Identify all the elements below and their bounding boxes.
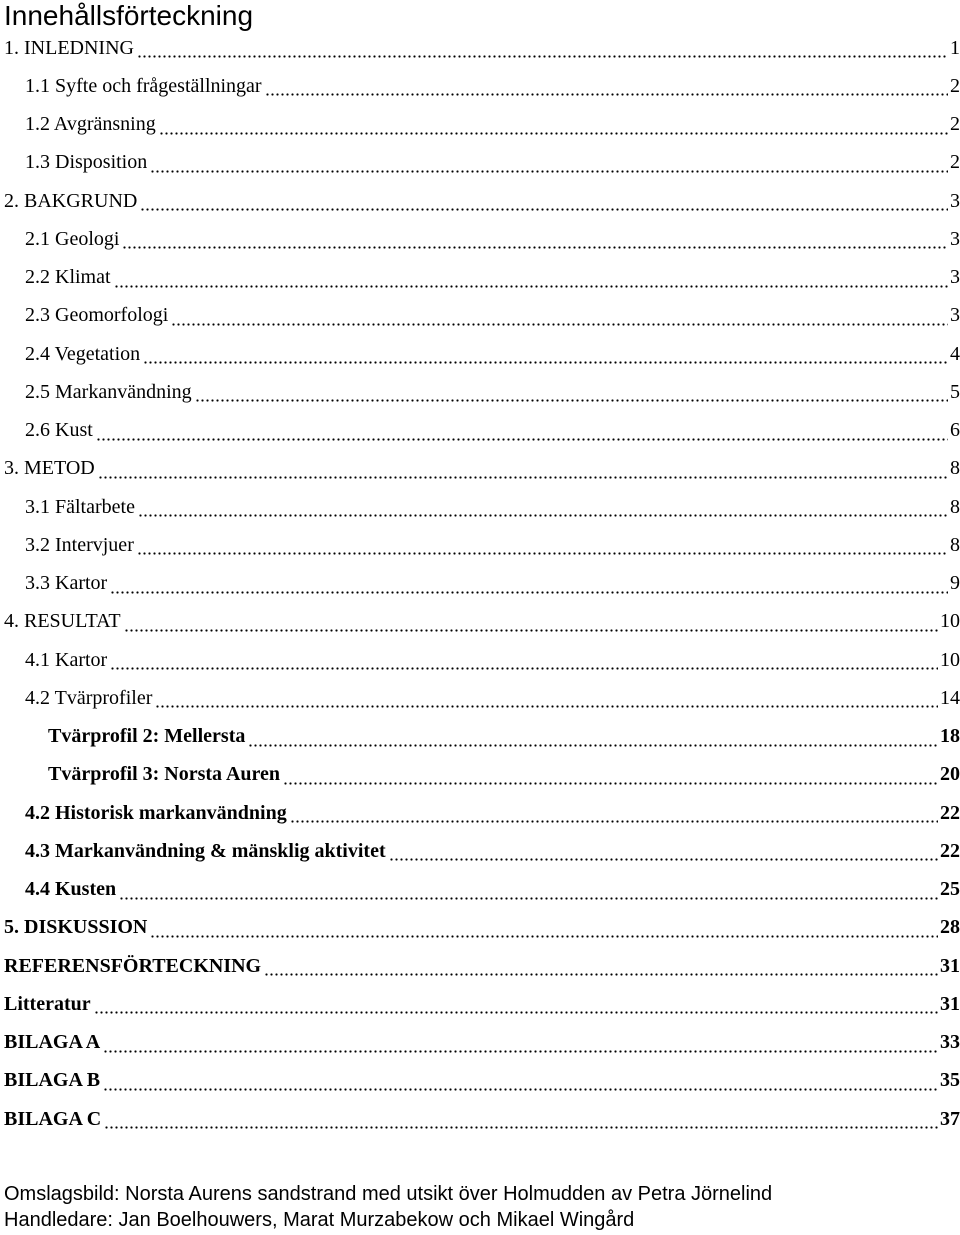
dot-leader xyxy=(104,1108,938,1130)
toc-entry-page-number: 2 xyxy=(950,151,960,174)
toc-entry-page-number: 14 xyxy=(940,686,960,709)
dot-leader xyxy=(124,611,938,633)
dot-leader xyxy=(150,917,938,939)
toc-entry[interactable] xyxy=(0,488,960,526)
toc-entry[interactable] xyxy=(0,67,960,105)
toc-entry-label: Litteratur xyxy=(4,992,91,1015)
toc-entry-label: 2.4 Vegetation xyxy=(25,342,141,365)
toc-entry-page-number: 37 xyxy=(940,1107,960,1130)
dot-leader xyxy=(140,190,948,212)
toc-entry[interactable] xyxy=(0,603,960,641)
toc-entry-label: 2.3 Geomorfologi xyxy=(25,304,169,327)
toc-entry-label: 3.1 Fältarbete xyxy=(25,495,135,518)
toc-entry-page-number: 3 xyxy=(950,304,960,327)
toc-entry-label: 3. METOD xyxy=(4,457,95,480)
toc-entry[interactable] xyxy=(0,144,960,182)
toc-entry-label: Tvärprofil 2: Mellersta xyxy=(48,725,246,748)
toc-entry-page-number: 31 xyxy=(940,992,960,1015)
dot-leader xyxy=(248,726,938,748)
dot-leader xyxy=(290,802,938,824)
toc-entry-page-number: 18 xyxy=(940,725,960,748)
toc-entry[interactable] xyxy=(0,985,960,1023)
toc-entry-label: 4.2 Tvärprofiler xyxy=(25,686,153,709)
toc-entry-page-number: 3 xyxy=(950,227,960,250)
dot-leader xyxy=(110,649,938,671)
toc-entry-label: 4. RESULTAT xyxy=(4,610,121,633)
toc-entry-page-number: 31 xyxy=(940,954,960,977)
toc-entry[interactable] xyxy=(0,335,960,373)
dot-leader xyxy=(150,152,948,174)
toc-entry-label: 4.3 Markanvändning & mänsklig aktivitet xyxy=(25,839,386,862)
toc-entry-page-number: 1 xyxy=(950,36,960,59)
dot-leader xyxy=(195,381,948,403)
toc-entry-page-number: 3 xyxy=(950,189,960,212)
toc-entry-page-number: 8 xyxy=(950,495,960,518)
toc-entry[interactable] xyxy=(0,412,960,450)
dot-leader xyxy=(159,114,948,136)
toc-entry-page-number: 6 xyxy=(950,419,960,442)
toc-entry[interactable] xyxy=(0,794,960,832)
dot-leader xyxy=(137,37,948,59)
page-title: Innehållsförteckning xyxy=(4,0,254,31)
toc-entry[interactable] xyxy=(0,1100,960,1138)
toc-entry[interactable] xyxy=(0,182,960,220)
toc-entry-page-number: 8 xyxy=(950,457,960,480)
toc-entry[interactable] xyxy=(0,909,960,947)
toc-entry[interactable] xyxy=(0,29,960,67)
toc-entry-page-number: 2 xyxy=(950,74,960,97)
cover-photo-credit: Omslagsbild: Norsta Aurens sandstrand med utsikt över Holmudden av Petra Jörnelind xyxy=(4,1183,773,1205)
toc-entry-page-number: 22 xyxy=(940,839,960,862)
toc-entry-label: 2.2 Klimat xyxy=(25,266,111,289)
toc-entry-page-number: 33 xyxy=(940,1031,960,1054)
toc-entry-label: 1.1 Syfte och frågeställningar xyxy=(25,74,262,97)
toc-entry[interactable] xyxy=(0,450,960,488)
dot-leader xyxy=(98,458,948,480)
toc-entry[interactable] xyxy=(0,718,960,756)
dot-leader xyxy=(103,1032,938,1054)
supervisors-line: Handledare: Jan Boelhouwers, Marat Murzabekow och Mikael Wingård xyxy=(4,1209,635,1231)
toc-entry-label: 1.2 Avgränsning xyxy=(25,113,156,136)
toc-entry[interactable] xyxy=(0,832,960,870)
toc-entry-page-number: 28 xyxy=(940,916,960,939)
toc-entry-label: 2. BAKGRUND xyxy=(4,189,138,212)
toc-entry-label: Tvärprofil 3: Norsta Auren xyxy=(48,763,281,786)
dot-leader xyxy=(265,75,948,97)
toc-entry-page-number: 10 xyxy=(940,610,960,633)
dot-leader xyxy=(283,764,938,786)
toc-entry-label: 4.2 Historisk markanvändning xyxy=(25,801,287,824)
dot-leader xyxy=(110,573,948,595)
toc-entry-label: BILAGA A xyxy=(4,1031,101,1054)
toc-entry-label: 3.2 Intervjuer xyxy=(25,533,134,556)
toc-entry-label: 2.6 Kust xyxy=(25,419,93,442)
toc-entry[interactable] xyxy=(0,526,960,564)
toc-entry-page-number: 9 xyxy=(950,572,960,595)
toc-entry-page-number: 8 xyxy=(950,533,960,556)
dot-leader xyxy=(171,305,948,327)
toc-entry-label: REFERENSFÖRTECKNING xyxy=(4,954,262,977)
toc-entry[interactable] xyxy=(0,679,960,717)
toc-entry-page-number: 22 xyxy=(940,801,960,824)
toc-entry-label: 4.4 Kusten xyxy=(25,878,117,901)
toc-entry-page-number: 3 xyxy=(950,266,960,289)
toc-entry-label: 1.3 Disposition xyxy=(25,151,148,174)
toc-entry[interactable] xyxy=(0,259,960,297)
toc-entry[interactable] xyxy=(0,947,960,985)
toc-entry-page-number: 25 xyxy=(940,878,960,901)
dot-leader xyxy=(114,267,948,289)
dot-leader xyxy=(94,993,938,1015)
toc-entry-label: 3.3 Kartor xyxy=(25,572,108,595)
dot-leader xyxy=(137,534,948,556)
toc-entry-page-number: 5 xyxy=(950,380,960,403)
footer xyxy=(4,1181,772,1233)
toc-entry[interactable] xyxy=(0,297,960,335)
dot-leader xyxy=(264,955,938,977)
dot-leader xyxy=(96,420,948,442)
toc-entry[interactable] xyxy=(0,1062,960,1100)
toc-entry[interactable] xyxy=(0,1024,960,1062)
toc-entry[interactable] xyxy=(0,565,960,603)
dot-leader xyxy=(119,879,938,901)
toc-entry-label: BILAGA C xyxy=(4,1107,102,1130)
toc-entry[interactable] xyxy=(0,373,960,411)
toc-entry[interactable] xyxy=(0,756,960,794)
dot-leader xyxy=(122,228,948,250)
table-of-contents xyxy=(0,29,960,1138)
toc-entry[interactable] xyxy=(0,641,960,679)
dot-leader xyxy=(155,687,938,709)
toc-entry-label: 1. INLEDNING xyxy=(4,36,134,59)
toc-entry[interactable] xyxy=(0,871,960,909)
toc-entry[interactable] xyxy=(0,106,960,144)
toc-entry-label: 2.1 Geologi xyxy=(25,227,120,250)
toc-entry-label: 4.1 Kartor xyxy=(25,648,108,671)
toc-entry-page-number: 35 xyxy=(940,1069,960,1092)
toc-entry-label: BILAGA B xyxy=(4,1069,101,1092)
dot-leader xyxy=(103,1070,938,1092)
dot-leader xyxy=(138,496,948,518)
toc-entry-label: 5. DISKUSSION xyxy=(4,916,148,939)
toc-entry-label: 2.5 Markanvändning xyxy=(25,380,192,403)
dot-leader xyxy=(143,343,948,365)
toc-entry-page-number: 4 xyxy=(950,342,960,365)
toc-entry[interactable] xyxy=(0,220,960,258)
toc-entry-page-number: 10 xyxy=(940,648,960,671)
toc-entry-page-number: 20 xyxy=(940,763,960,786)
dot-leader xyxy=(389,840,938,862)
toc-entry-page-number: 2 xyxy=(950,113,960,136)
